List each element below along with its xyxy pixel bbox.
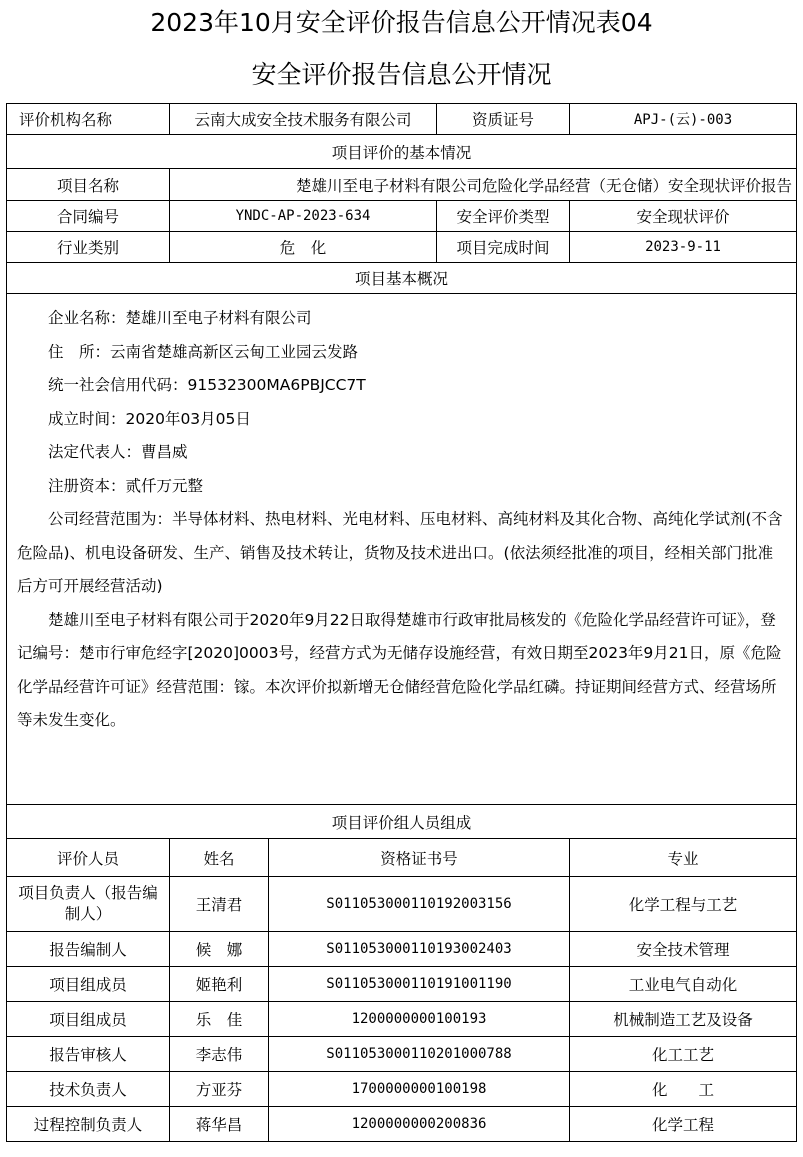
team-role: 项目组成员	[7, 967, 170, 1002]
team-cert: S011053000110192003156	[269, 877, 570, 932]
cert-label: 资质证号	[437, 104, 570, 135]
team-name: 方亚芬	[170, 1072, 269, 1107]
table-row	[7, 1002, 797, 1037]
overview-heading: 项目基本概况	[7, 263, 797, 294]
team-name: 乐 佳	[170, 1002, 269, 1037]
org-row	[7, 104, 797, 135]
team-major: 安全技术管理	[570, 932, 797, 967]
table-row	[7, 967, 797, 1002]
overview-line: 统一社会信用代码：91532300MA6PBJCC7T	[48, 376, 366, 394]
team-cert: 1200000000200836	[269, 1107, 570, 1142]
team-role: 项目组成员	[7, 1002, 170, 1037]
team-cert: S011053000110193002403	[269, 932, 570, 967]
team-header-row	[7, 839, 797, 877]
overview-line: 注册资本：贰仟万元整	[48, 476, 204, 495]
team-header-cert: 资格证书号	[269, 839, 570, 877]
overview-line: 法定代表人：曹昌威	[48, 443, 188, 461]
team-role: 项目负责人（报告编制人）	[7, 877, 170, 932]
team-major: 机械制造工艺及设备	[570, 1002, 797, 1037]
disclosure-table	[6, 103, 797, 1142]
team-role: 过程控制负责人	[7, 1107, 170, 1142]
overview-paragraph: 公司经营范围为：半导体材料、热电材料、光电材料、压电材料、高纯材料及其化合物、高纯化学试剂(不含危险品)、机电设备研发、生产、销售及技术转让，货物及技术进出口。(依法须经批准的项目，经相关部门批准后方可开展经营活动)	[17, 510, 783, 595]
overview-line: 成立时间：2020年03月05日	[48, 409, 251, 428]
team-name: 李志伟	[170, 1037, 269, 1072]
team-cert: 1700000000100198	[269, 1072, 570, 1107]
table-row	[7, 1037, 797, 1072]
team-role: 报告审核人	[7, 1037, 170, 1072]
team-role: 技术负责人	[7, 1072, 170, 1107]
team-major: 化 工	[570, 1072, 797, 1107]
team-heading: 项目评价组人员组成	[7, 805, 797, 839]
team-major: 工业电气自动化	[570, 967, 797, 1002]
team-role: 报告编制人	[7, 932, 170, 967]
finish-value: 2023-9-11	[570, 232, 797, 263]
contract-row	[7, 201, 797, 232]
overview-line: 住 所：云南省楚雄高新区云甸工业园云发路	[48, 342, 359, 361]
industry-label: 行业类别	[7, 232, 170, 263]
industry-value: 危 化	[170, 232, 437, 263]
team-header-major: 专业	[570, 839, 797, 877]
team-major: 化学工程	[570, 1107, 797, 1142]
team-header-name: 姓名	[170, 839, 269, 877]
project-name-row	[7, 169, 797, 201]
org-value: 云南大成安全技术服务有限公司	[170, 104, 437, 135]
team-major: 化工工艺	[570, 1037, 797, 1072]
project-name-value: 楚雄川至电子材料有限公司危险化学品经营（无仓储）安全现状评价报告	[170, 169, 797, 201]
overview-line: 企业名称：楚雄川至电子材料有限公司	[48, 309, 312, 327]
table-row	[7, 1072, 797, 1107]
document-subtitle: 安全评价报告信息公开情况	[251, 60, 552, 89]
contract-label: 合同编号	[7, 201, 170, 232]
industry-row	[7, 232, 797, 263]
team-cert: 1200000000100193	[269, 1002, 570, 1037]
table-row	[7, 1107, 797, 1142]
overview-paragraph: 楚雄川至电子材料有限公司于2020年9月22日取得楚雄市行政审批局核发的《危险化学品经营许可证》，登记编号：楚市行审危经字[2020]0003号，经营方式为无储存设施经营，有效日期至2023年9月21日，原《危险化学品经营许可证》经营范围：镓。本次评价拟新增无仓储经营危险化学品红磷。持证期间经营方式、经营场所等未发生变化。	[17, 610, 782, 729]
document-title: 2023年10月安全评价报告信息公开情况表04	[150, 8, 653, 37]
eval-type-value: 安全现状评价	[570, 201, 797, 232]
cert-value: APJ-(云)-003	[570, 104, 797, 135]
table-row	[7, 877, 797, 932]
team-name: 姬艳利	[170, 967, 269, 1002]
team-name: 王清君	[170, 877, 269, 932]
finish-label: 项目完成时间	[437, 232, 570, 263]
team-header-role: 评价人员	[7, 839, 170, 877]
team-cert: S011053000110191001190	[269, 967, 570, 1002]
team-cert: S011053000110201000788	[269, 1037, 570, 1072]
table-row	[7, 932, 797, 967]
contract-value: YNDC-AP-2023-634	[170, 201, 437, 232]
eval-type-label: 安全评价类型	[437, 201, 570, 232]
team-major: 化学工程与工艺	[570, 877, 797, 932]
org-label: 评价机构名称	[7, 104, 170, 135]
team-name: 蒋华昌	[170, 1107, 269, 1142]
project-name-label: 项目名称	[7, 169, 170, 201]
basic-heading: 项目评价的基本情况	[7, 135, 797, 169]
team-name: 候 娜	[170, 932, 269, 967]
overview-body	[7, 294, 797, 805]
